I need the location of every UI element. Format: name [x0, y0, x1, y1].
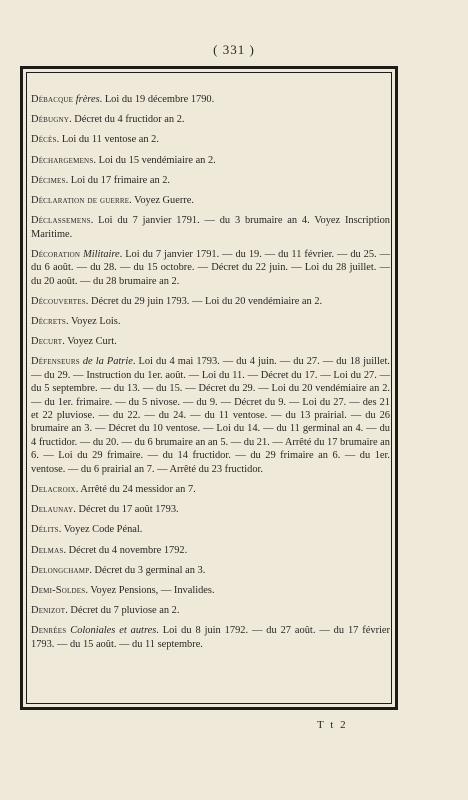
- index-entry: [31, 604, 390, 617]
- entry-text: . Arrêté du 24 messidor an 7.: [75, 483, 196, 495]
- entry-text: . Décret du 4 fructidor an 2.: [69, 114, 185, 126]
- index-entry: [31, 523, 390, 536]
- index-entry: [31, 194, 390, 207]
- entry-text: . Décret du 7 pluviose an 2.: [65, 605, 180, 617]
- entry-text: . Loi du 8 juin 1792. — du 27 août. — du 17 février 1793. — du 15 août. — du 11 septembre.: [31, 625, 390, 650]
- entry-heading: Décès: [31, 134, 57, 146]
- index-entry: [31, 174, 390, 187]
- index-entry: [31, 483, 390, 496]
- entry-text: . Voyez Pensions, — Invalides.: [85, 584, 215, 596]
- index-entry: [31, 544, 390, 557]
- index-entry: [31, 214, 390, 241]
- entry-text: . Décret du 29 juin 1793. — Loi du 20 vendémiaire an 2.: [85, 295, 323, 307]
- entry-heading-italic: Coloniales et autres: [66, 625, 157, 637]
- entry-text: . Décret du 3 germinal an 3.: [89, 564, 206, 576]
- entry-text: . Loi du 19 décembre 1790.: [99, 94, 215, 105]
- index-entries: [31, 93, 390, 658]
- signature-mark: T t 2: [317, 719, 348, 731]
- entry-text: . Loi du 7 janvier 1791. — du 3 brumaire an 4. Voyez Inscription Maritime.: [31, 215, 390, 240]
- index-entry: [31, 315, 390, 328]
- index-entry: [31, 335, 390, 348]
- entry-heading: Delmas: [31, 544, 64, 556]
- entry-heading: Delaunay: [31, 504, 74, 516]
- page-number: ( 331 ): [213, 42, 255, 57]
- entry-heading: Déchargemens: [31, 154, 94, 166]
- index-entry: [31, 564, 390, 577]
- entry-heading-italic: Militaire: [80, 248, 120, 260]
- entry-heading: Débugny: [31, 114, 70, 126]
- entry-text: . Voyez Curt.: [62, 336, 117, 348]
- index-entry: [31, 93, 390, 106]
- entry-heading: Decurt: [31, 336, 63, 348]
- entry-text: . Loi du 15 vendémiaire an 2.: [93, 154, 216, 166]
- entry-heading: Débacque: [31, 94, 74, 105]
- entry-text: . Loi du 11 ventose an 2.: [56, 134, 159, 146]
- entry-text: . Décret du 17 août 1793.: [73, 504, 179, 516]
- entry-text: . Voyez Code Pénal.: [58, 524, 143, 536]
- index-entry: [31, 133, 390, 146]
- entry-heading: Décrets: [31, 316, 66, 328]
- index-entry: [31, 154, 390, 167]
- entry-heading: Delongchamp: [31, 564, 90, 576]
- entry-heading: Décimes: [31, 174, 66, 186]
- entry-heading: Découvertes: [31, 295, 86, 307]
- entry-heading: Défenseurs: [31, 356, 80, 368]
- entry-heading: Déclaration de guerre: [31, 195, 130, 207]
- entry-heading: Denrées: [31, 625, 67, 637]
- entry-heading: Denizot: [31, 605, 66, 617]
- entry-heading: Déclassemens: [31, 215, 91, 227]
- index-entry: [31, 248, 390, 288]
- entry-text: . Loi du 7 janvier 1791. — du 19. — du 11 février. — du 25. — du 6 août. — du 28. — du 15 octobre. — Décret du 22 juin. — Loi du 28 juillet. — du 20 août. — du 28 brumaire an 2.: [31, 248, 390, 287]
- index-entry: [31, 113, 390, 126]
- index-entry: [31, 503, 390, 516]
- entry-heading: Demi-Soldes: [31, 584, 86, 596]
- entry-heading-italic: frères: [73, 94, 100, 105]
- index-entry: [31, 295, 390, 308]
- entry-text: . Voyez Lois.: [65, 316, 121, 328]
- entry-heading: Décoration: [31, 248, 81, 260]
- index-entry: [31, 584, 390, 597]
- entry-text: . Loi du 4 mai 1793. — du 4 juin. — du 27. — du 18 juillet. — du 29. — Instruction du 1er. août. — Loi du 11. — Décret du 17. — Loi du 27. — du 5 septembre. — du 13. — du 15. — Décret du 29. — Loi du 20 vendémiaire an 2. — du 1er. frimaire. — du 5 nivose. — du 9. — Décret du 9. — Loi du 27. — des 21 et 22 pluviose. — du 22. — du 24. — du 11 ventose. — du 13 prairial. — du 26 brumaire an 3. — Décret du 10 ventose. — Loi du 14. — du 11 germinal an 4. — du 4 fructidor. — du 20. — du 6 brumaire an an 5. — du 21. — Arrêté du 17 brumaire an 6. — Loi du 29 frimaire. — du 14 fructidor. — du 29 frimaire an 6. — du 1er. ventose. — du 6 prairial an 7. — Arrêté du 23 fructidor.: [31, 356, 391, 475]
- entry-heading-italic: de la Patrie: [79, 356, 133, 368]
- entry-text: . Loi du 17 frimaire an 2.: [65, 174, 171, 186]
- index-entry: [31, 624, 390, 651]
- entry-heading: Délits: [31, 524, 59, 536]
- index-entry: [31, 355, 390, 476]
- entry-text: . Voyez Guerre.: [129, 195, 194, 207]
- entry-heading: Delacroix: [31, 483, 76, 495]
- entry-text: . Décret du 4 novembre 1792.: [63, 544, 188, 556]
